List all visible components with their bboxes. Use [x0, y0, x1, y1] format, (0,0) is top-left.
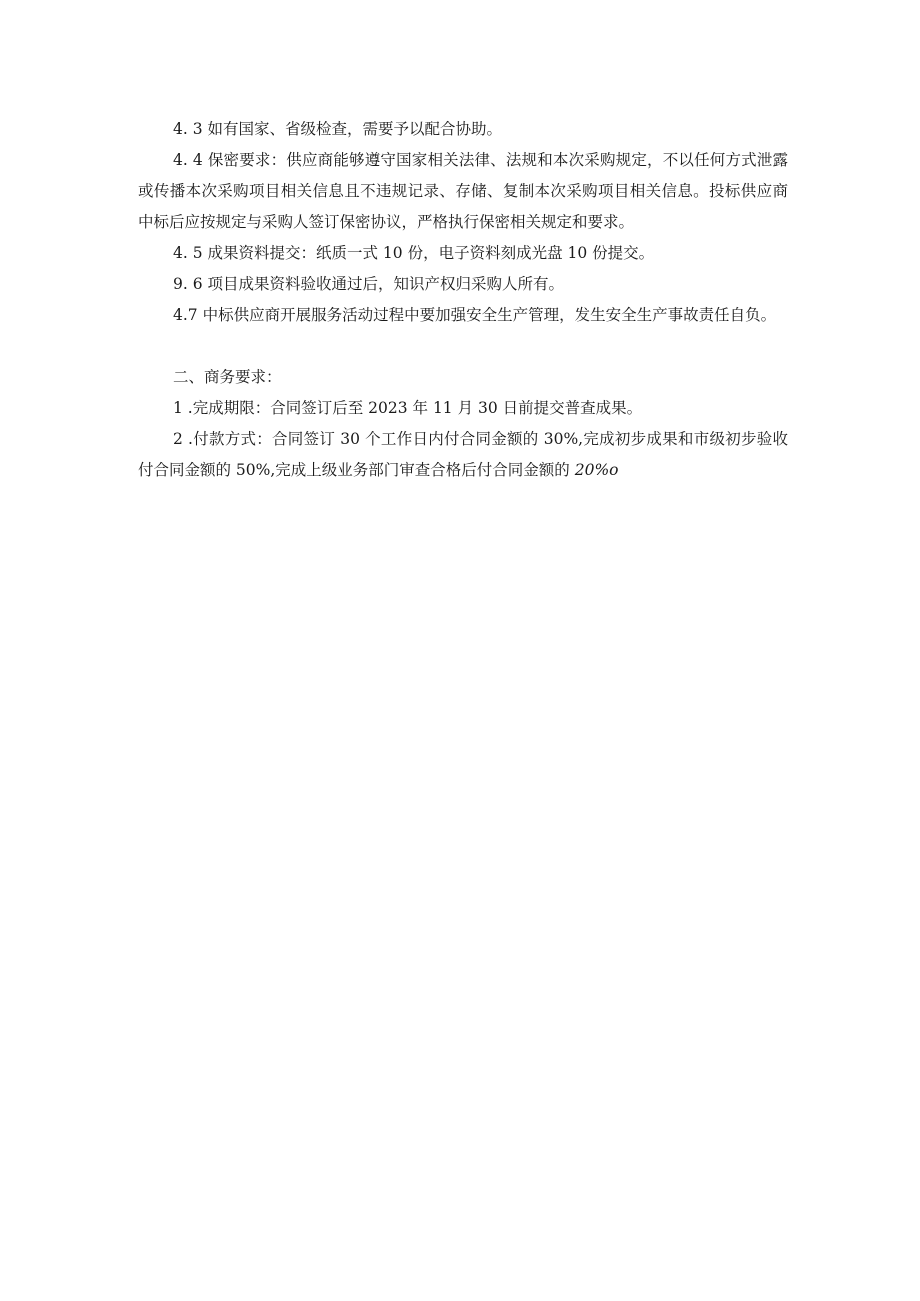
- document-body: [138, 114, 788, 486]
- clause-9-6-ip-rights: 9. 6 项目成果资料验收通过后，知识产权归采购人所有。: [173, 275, 565, 293]
- clause-4-7-safety: 4.7 中标供应商开展服务活动过程中要加强安全生产管理，发生安全生产事故责任自负。: [173, 306, 777, 324]
- section-spacer: [138, 331, 788, 362]
- payment-terms-text: 2 .付款方式：合同签订 30 个工作日内付合同金额的 30%,完成初步成果和市级初步验收付合同金额的 50%,完成上级业务部门审查合格后付合同金额的: [138, 430, 788, 479]
- clause-4-5-deliverables: 4. 5 成果资料提交：纸质一式 10 份，电子资料刻成光盘 10 份提交。: [173, 244, 655, 262]
- clause-4-3: 4. 3 如有国家、省级检查，需要予以配合协助。: [173, 120, 503, 138]
- payment-final-percent: 20%o: [574, 461, 619, 479]
- section-heading-business: 二、商务要求：: [173, 368, 282, 386]
- business-item-deadline: 1 .完成期限：合同签订后至 2023 年 11 月 30 日前提交普查成果。: [173, 399, 643, 417]
- business-item-payment: [138, 424, 788, 486]
- clause-4-4-confidentiality: 4. 4 保密要求：供应商能够遵守国家相关法律、法规和本次采购规定，不以任何方式泄露或传播本次采购项目相关信息且不违规记录、存储、复制本次采购项目相关信息。投标供应商中标后应按规定与采购人签订保密协议，严格执行保密相关规定和要求。: [138, 151, 788, 231]
